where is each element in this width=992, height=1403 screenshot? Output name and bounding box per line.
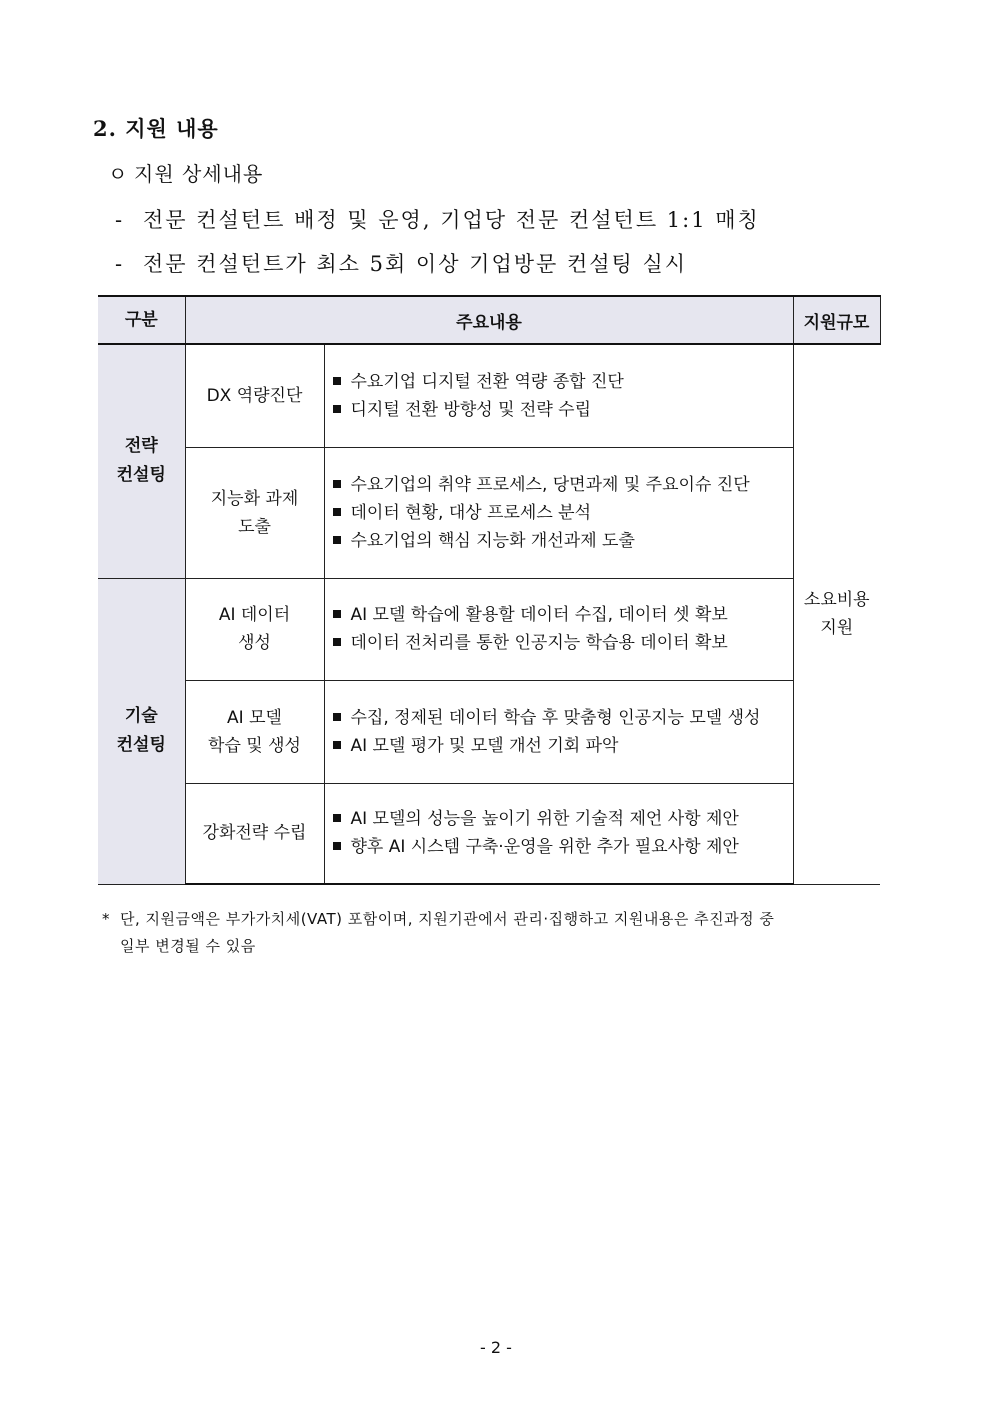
item-ai-data: AI 데이터 생성 [185,578,324,680]
list-item: 수요기업의 취약 프로세스, 당면과제 및 주요이슈 진단 [331,471,793,499]
header-scale: 지원규모 [793,296,880,344]
square-bullet-icon [333,842,341,850]
list-item: AI 모델 평가 및 모델 개선 기회 파악 [331,732,793,760]
support-scale: 소요비용 지원 [793,344,880,884]
square-bullet-icon [333,480,341,488]
dash-item-text: 전문 컨설턴트 배정 및 운영, 기업당 전문 컨설턴트 1:1 매칭 [143,208,760,232]
list-item: 수요기업 디지털 전환 역량 종합 진단 [331,368,793,396]
table-row [98,578,880,680]
support-content-table [98,295,881,885]
table-row [98,344,880,447]
table-row [98,680,880,783]
subheading-text: 지원 상세내용 [134,162,264,186]
list-item: AI 모델 학습에 활용할 데이터 수집, 데이터 셋 확보 [331,601,793,629]
header-main-content: 주요내용 [185,296,793,344]
list-item: AI 모델의 성능을 높이기 위한 기술적 제언 사항 제안 [331,805,793,833]
square-bullet-icon [333,814,341,822]
dash-mark: - [115,208,125,232]
dash-item-1 [115,204,760,234]
list-item: 수집, 정제된 데이터 학습 후 맞춤형 인공지능 모델 생성 [331,704,793,732]
list-item: 수요기업의 핵심 지능화 개선과제 도출 [331,527,793,555]
list-item: 디지털 전환 방향성 및 전략 수립 [331,396,793,424]
category-strategy: 전략 컨설팅 [98,344,185,578]
item-description [324,680,793,783]
item-reinforcement-strategy: 강화전략 수립 [185,783,324,884]
square-bullet-icon [333,610,341,618]
table-row [98,783,880,884]
list-item: 향후 AI 시스템 구축·운영을 위한 추가 필요사항 제안 [331,833,793,861]
square-bullet-icon [333,377,341,385]
list-item: 데이터 현황, 대상 프로세스 분석 [331,499,793,527]
page-number: - 2 - [480,1338,512,1357]
square-bullet-icon [333,741,341,749]
square-bullet-icon [333,405,341,413]
dash-item-text: 전문 컨설턴트가 최소 5회 이상 기업방문 컨설팅 실시 [143,252,688,276]
dash-mark: - [115,252,125,276]
item-description [324,578,793,680]
item-description [324,783,793,884]
section-title: 2. 지원 내용 [93,116,219,141]
table-row [98,447,880,578]
table-header-row [98,296,880,344]
item-dx-diagnosis: DX 역량진단 [185,344,324,447]
square-bullet-icon [333,536,341,544]
category-technology: 기술 컨설팅 [98,578,185,884]
list-item: 데이터 전처리를 통한 인공지능 학습용 데이터 확보 [331,629,793,657]
footnote: * 단, 지원금액은 부가가치세(VAT) 포함이며, 지원기관에서 관리·집행하고 지원내용은 추진과정 중 일부 변경될 수 있음 [102,906,902,960]
item-description [324,344,793,447]
square-bullet-icon [333,638,341,646]
subheading [108,158,263,187]
square-bullet-icon [333,508,341,516]
asterisk-mark: * [102,910,110,928]
square-bullet-icon [333,713,341,721]
circle-bullet: ㅇ [108,162,129,186]
item-ai-model: AI 모델 학습 및 생성 [185,680,324,783]
item-intelligence-task: 지능화 과제 도출 [185,447,324,578]
dash-item-2 [115,248,687,278]
header-category: 구분 [98,296,185,344]
item-description [324,447,793,578]
